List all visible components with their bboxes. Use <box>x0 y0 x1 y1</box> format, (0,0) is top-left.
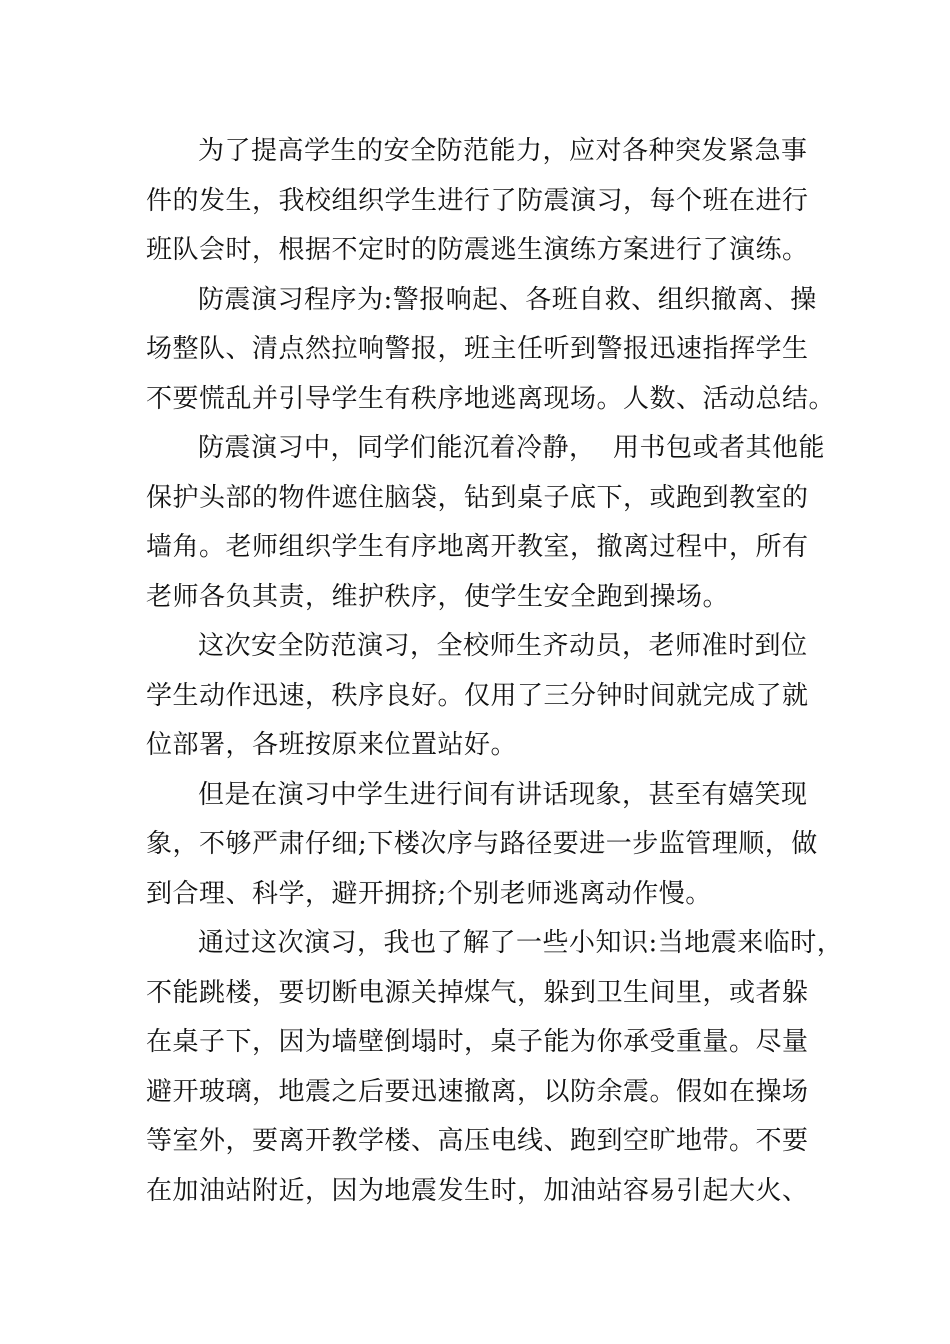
paragraph-6 <box>146 919 844 1216</box>
paragraph-line: 但是在演习中学生进行间有讲话现象，甚至有嬉笑现 <box>198 779 808 810</box>
paragraph-line: 场整队、清点然拉响警报，班主任听到警报迅速指挥学生 <box>146 334 809 364</box>
paragraph-line: 避开玻璃，地震之后要迅速撤离，以防余震。假如在操场 <box>146 1076 809 1107</box>
paragraph-2 <box>146 276 836 425</box>
paragraph-1 <box>146 127 826 276</box>
paragraph-line: 防震演习中，同学们能沉着冷静， 用书包或者其他能 <box>198 433 826 463</box>
paragraph-line: 不能跳楼，要切断电源关掉煤气，躲到卫生间里，或者躲 <box>146 977 809 1008</box>
paragraph-line: 防震演习程序为:警报响起、各班自救、组织撤离、操 <box>198 284 817 315</box>
paragraph-line: 为了提高学生的安全防范能力，应对各种突发紧急事 <box>198 136 808 166</box>
paragraph-line: 到合理、科学，避开拥挤;个别老师逃离动作慢。 <box>146 878 712 909</box>
paragraph-line: 在桌子下，因为墙壁倒塌时，桌子能为你承受重量。尽量 <box>146 1027 809 1057</box>
paragraph-line: 老师各负其责，维护秩序，使学生安全跑到操场。 <box>146 581 730 612</box>
paragraph-line: 不要慌乱并引导学生有秩序地逃离现场。人数、活动总结。 <box>146 383 836 414</box>
document-body <box>146 127 844 1216</box>
paragraph-line: 在加油站附近，因为地震发生时，加油站容易引起大火、 <box>146 1175 809 1206</box>
paragraph-line: 象，不够严肃仔细;下楼次序与路径要进一步监管理顺，做 <box>146 829 818 859</box>
paragraph-line: 学生动作迅速，秩序良好。仅用了三分钟时间就完成了就 <box>146 680 809 711</box>
paragraph-line: 位部署，各班按原来位置站好。 <box>146 730 518 760</box>
paragraph-line: 班队会时，根据不定时的防震逃生演练方案进行了演练。 <box>146 235 809 265</box>
paragraph-line: 通过这次演习，我也了解了一些小知识:当地震来临时， <box>198 928 844 958</box>
paragraph-line: 件的发生，我校组织学生进行了防震演习，每个班在进行 <box>146 185 809 216</box>
paragraph-5 <box>146 771 826 920</box>
paragraph-3 <box>146 424 826 622</box>
paragraph-line: 墙角。老师组织学生有序地离开教室，撤离过程中，所有 <box>146 532 809 562</box>
paragraph-4 <box>146 622 826 771</box>
paragraph-line: 等室外，要离开教学楼、高压电线、跑到空旷地带。不要 <box>146 1126 809 1156</box>
paragraph-line: 这次安全防范演习，全校师生齐动员，老师准时到位 <box>198 631 808 661</box>
paragraph-line: 保护头部的物件遮住脑袋，钻到桌子底下，或跑到教室的 <box>146 482 809 513</box>
